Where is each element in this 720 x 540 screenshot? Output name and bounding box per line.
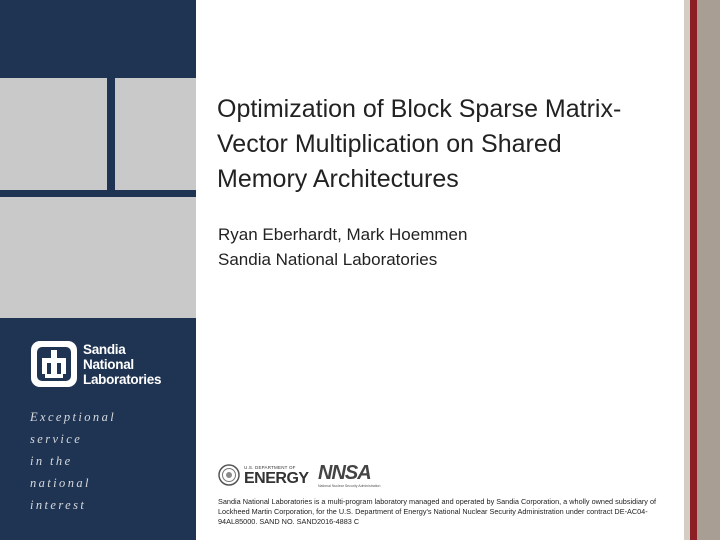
right-accent-strip-red <box>690 0 697 540</box>
energy-big-text: ENERGY <box>244 470 309 487</box>
slide-title <box>217 92 667 197</box>
title-line-3: Memory Architectures <box>217 165 459 193</box>
footer-disclaimer: Sandia National Laboratories is a multi-program laboratory managed and operated by Sandia Corporation, a wholly owned subsidiary of Lockheed Martin Corporation, for the U.S. Department of Energy's National Nuclear Security Administration under contract DE-AC04-94AL85000. SAND NO. SAND2016-4883 C <box>218 497 657 526</box>
sandia-logo <box>30 340 160 390</box>
tagline-line-4: national <box>30 476 91 490</box>
tagline-line-5: interest <box>30 498 87 512</box>
decor-block-1 <box>0 78 107 190</box>
nnsa-small-text: National Nuclear Security Administration <box>318 484 381 488</box>
decor-block-3 <box>0 197 196 318</box>
energy-small-text: U.S. DEPARTMENT OF <box>244 465 296 470</box>
decor-block-2 <box>115 78 196 190</box>
doe-energy-logo <box>218 463 309 489</box>
author-names: Ryan Eberhardt, Mark Hoemmen <box>218 225 468 244</box>
doe-seal-icon <box>218 464 240 486</box>
logo-wordmark <box>83 342 161 387</box>
tagline-line-1: Exceptional <box>30 410 117 424</box>
logo-line-3: Laboratories <box>83 372 162 387</box>
tagline-line-3: in the <box>30 454 73 468</box>
tagline <box>30 406 116 516</box>
author-block <box>218 222 658 272</box>
nnsa-big-text: NNSA <box>318 462 371 484</box>
nnsa-logo <box>318 463 384 489</box>
title-line-2: Vector Multiplication on Shared <box>217 130 562 158</box>
logo-line-2: National <box>83 357 134 372</box>
thunderbird-icon <box>30 340 78 388</box>
left-navy-panel <box>0 0 196 540</box>
title-line-1: Optimization of Block Sparse Matrix- <box>217 95 622 123</box>
author-affiliation: Sandia National Laboratories <box>218 250 438 269</box>
logo-line-1: Sandia <box>83 342 126 357</box>
right-accent-strip-grey <box>697 0 720 540</box>
tagline-line-2: service <box>30 432 83 446</box>
